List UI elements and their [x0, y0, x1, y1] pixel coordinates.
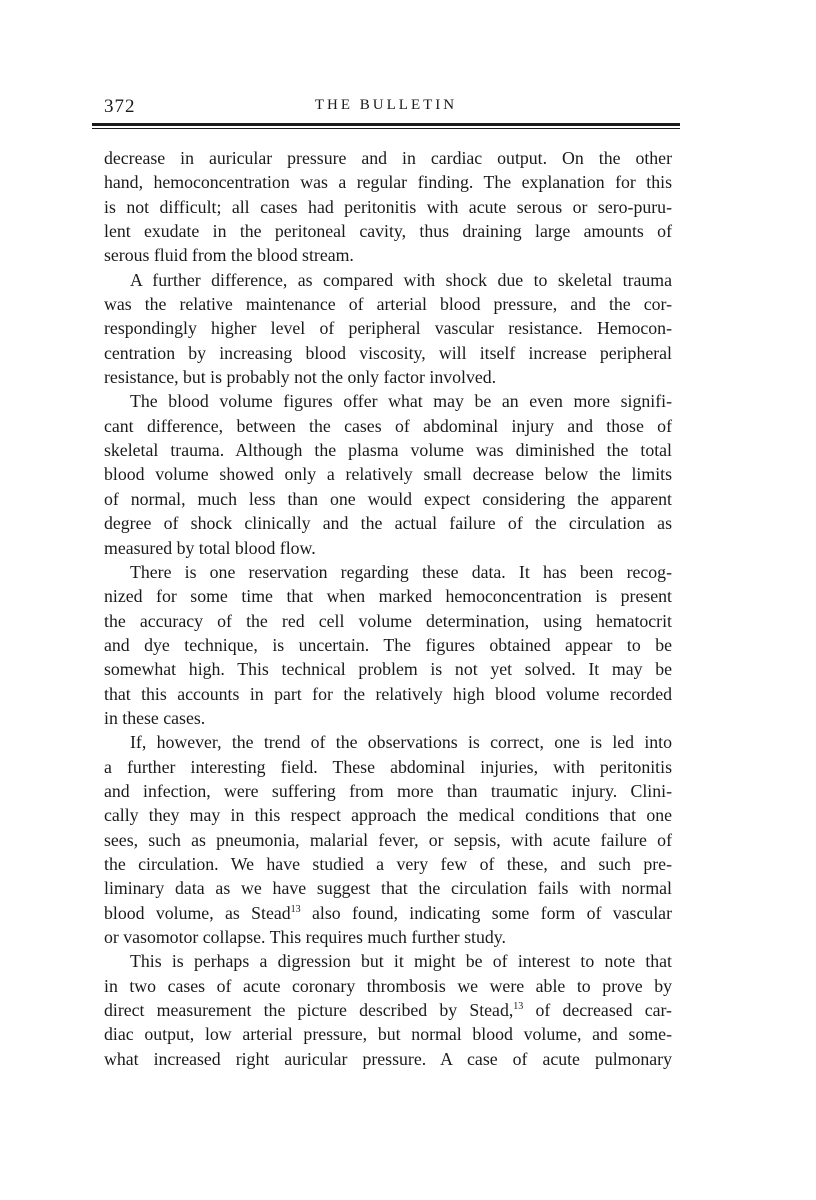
text-line: There is one reservation regarding these data. It has been recog- — [130, 561, 672, 582]
text-line: skeletal trauma. Although the plasma volume was diminished the total — [104, 440, 672, 461]
text-line: and infection, were suffering from more than traumatic injury. Clini- — [104, 780, 672, 801]
running-head: THE BULLETIN — [314, 97, 458, 113]
page-number: 372 — [104, 96, 136, 117]
text-line: respondingly higher level of peripheral vascular resistance. Hemocon- — [104, 318, 672, 339]
text-line: centration by increasing blood viscosity, will itself increase peripheral — [104, 342, 672, 363]
text-line: liminary data as we have suggest that the circulation fails with normal — [104, 878, 672, 899]
text-line: or vasomotor collapse. This requires much further study. — [104, 927, 506, 947]
page-header — [92, 96, 680, 120]
text-line: cant difference, between the cases of abdominal injury and those of — [104, 415, 672, 436]
text-line: in two cases of acute coronary thrombosis we were able to prove by — [104, 975, 672, 996]
text-line: is not difficult; all cases had peritonitis with acute serous or sero-puru- — [104, 196, 672, 217]
text-line: of normal, much less than one would expect considering the apparent — [104, 488, 672, 509]
text-line — [104, 998, 672, 1022]
footnote-reference: 13 — [513, 1001, 524, 1013]
text-fragment: also found, indicating some form of vascular — [300, 902, 672, 923]
text-line — [104, 901, 672, 925]
text-fragment: blood volume, as Stead — [104, 902, 291, 923]
text-line: degree of shock clinically and the actual failure of the circulation as — [104, 513, 672, 534]
text-line: in these cases. — [104, 707, 206, 728]
text-line: the circulation. We have studied a very few of these, and such pre- — [104, 853, 672, 874]
text-line: what increased right auricular pressure. A case of acute pulmonary — [104, 1048, 672, 1069]
text-line: serous fluid from the blood stream. — [104, 245, 354, 266]
text-line: A further difference, as compared with shock due to skeletal trauma — [130, 269, 672, 290]
text-line: a further interesting field. These abdominal injuries, with peritonitis — [104, 756, 672, 777]
text-line: was the relative maintenance of arterial blood pressure, and the cor- — [104, 294, 672, 315]
header-rule-thick — [92, 123, 680, 126]
text-line: lent exudate in the peritoneal cavity, thus draining large amounts of — [104, 221, 672, 242]
text-line: sees, such as pneumonia, malarial fever, or sepsis, with acute failure of — [104, 829, 672, 850]
text-line: somewhat high. This technical problem is not yet solved. It may be — [104, 659, 672, 680]
text-line: that this accounts in part for the relatively high blood volume recorded — [104, 683, 672, 704]
text-line: measured by total blood flow. — [104, 537, 316, 558]
text-line: cally they may in this respect approach the medical conditions that one — [104, 805, 672, 826]
footnote-reference: 13 — [290, 903, 301, 915]
text-line: resistance, but is probably not the only factor involved. — [104, 367, 497, 388]
text-fragment: of decreased car- — [523, 1000, 672, 1021]
text-line: decrease in auricular pressure and in cardiac output. On the other — [104, 148, 672, 168]
body-text — [104, 146, 672, 1071]
text-line: hand, hemoconcentration was a regular finding. The explanation for this — [104, 172, 672, 193]
text-line: the accuracy of the red cell volume determination, using hematocrit — [104, 610, 672, 631]
text-fragment: direct measurement the picture described by Stead, — [104, 1000, 514, 1021]
header-rule-thin — [92, 128, 680, 129]
text-line: The blood volume figures offer what may be an even more signifi- — [130, 391, 672, 412]
text-line: nized for some time that when marked hemoconcentration is present — [104, 586, 672, 607]
text-line: blood volume showed only a relatively small decrease below the limits — [104, 464, 672, 485]
text-line: and dye technique, is uncertain. The figures obtained appear to be — [104, 634, 672, 655]
text-line: If, however, the trend of the observations is correct, one is led into — [130, 732, 672, 753]
text-line: This is perhaps a digression but it might be of interest to note that — [130, 951, 672, 972]
text-line: diac output, low arterial pressure, but normal blood volume, and some- — [104, 1024, 672, 1045]
